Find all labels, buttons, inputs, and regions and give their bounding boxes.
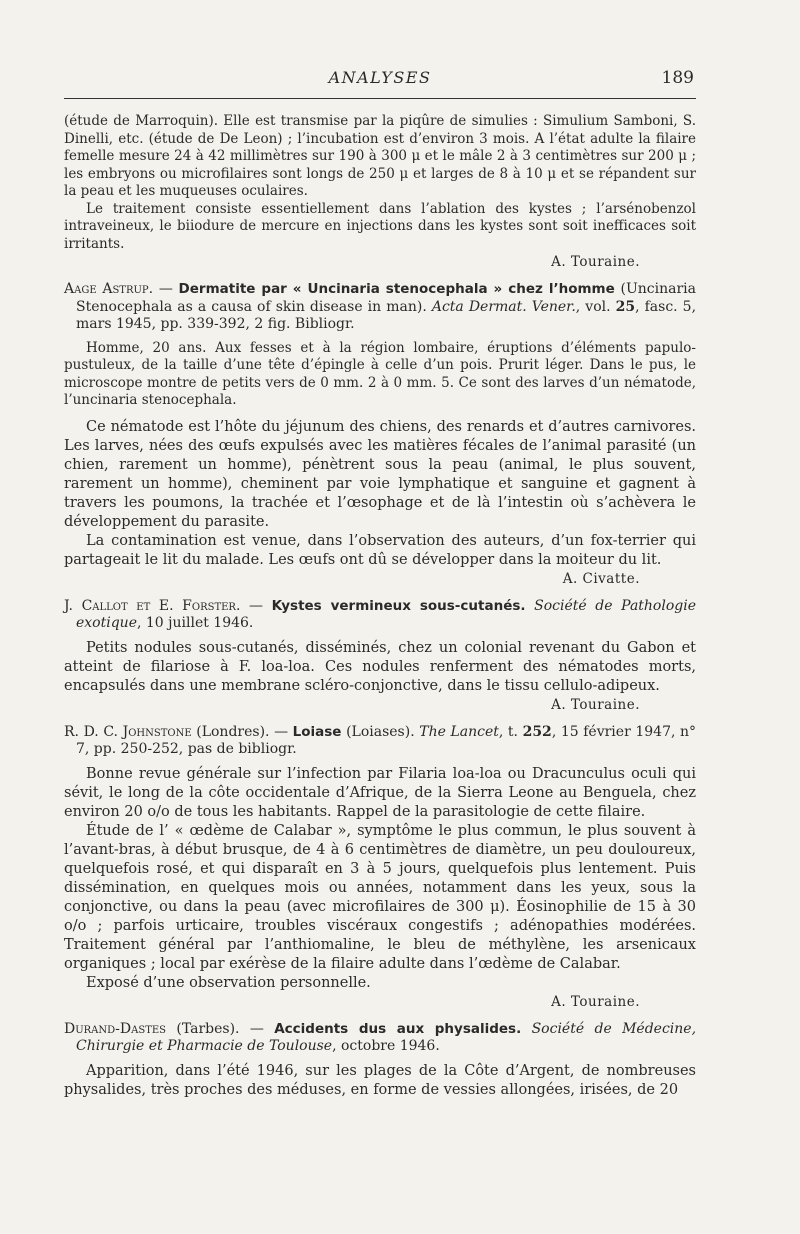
reference-text: , vol.: [575, 298, 616, 315]
signature: A. Touraine.: [551, 993, 640, 1010]
paragraph: La contamination est venue, dans l’observation des auteurs, d’un fox-terrier qui partageait le lit du malade. Les œufs ont dû se développer dans la moiteur du lit.: [64, 532, 696, 568]
journal: Acta Dermat. Vener.: [431, 298, 576, 315]
reference-text: , t.: [498, 723, 523, 740]
article-astrup: [64, 281, 696, 588]
article-callot: [64, 598, 696, 714]
page-content: [64, 113, 696, 1100]
page-number: 189: [661, 68, 694, 88]
reference-text: , 15 février 1947, n° 7, pp. 250-252, pas de bibliogr.: [76, 723, 697, 757]
title-translation: (Uncinaria Stenocephala as a causa of skin disease in man).: [76, 281, 696, 315]
signature: A. Touraine.: [551, 696, 640, 713]
paragraph: Le traitement consiste essentiellement dans l’ablation des kystes ; l’arsénobenzol intraveineux, le biiodure de mercure en injections dans les kystes sont soit inefficaces soit irritants.: [64, 200, 696, 252]
page-header: [64, 68, 696, 92]
title-translation: (Loiases).: [346, 723, 415, 740]
article-heading: Aage Astrup. — Dermatite par « Uncinaria stenocephala » chez l’homme (Uncinaria Stenocephala as a causa of skin disease in man). Acta Dermat. Vener., vol. 25, fasc. 5, mars 1945, pp. 339-392, 2 fig. Bibliogr.: [64, 281, 697, 332]
reference-text: , octobre 1946.: [332, 1038, 440, 1054]
paragraph: Petits nodules sous-cutanés, disséminés, chez un colonial revenant du Gabon et atteint de filariose à F. loa-loa. Ces nodules renferment des nématodes morts, encapsulés dans une membrane scléro-conjonctive, dans le tissu cellulo-adipeux.: [64, 639, 696, 694]
article-heading: J. Callot et E. Forster. — Kystes vermineux sous-cutanés. Société de Pathologie exotique, 10 juillet 1946.: [64, 597, 696, 631]
article-heading: R. D. C. Johnstone (Londres). — Loiase (Loiases). The Lancet, t. 252, 15 février 1947, n° 7, pp. 250-252, pas de bibliogr.: [64, 723, 697, 757]
author: Durand-Dastes: [64, 1020, 167, 1037]
author: R. D. C. Johnstone: [64, 723, 192, 740]
paragraph: Étude de l’ « œdème de Calabar », symptôme le plus commun, le plus souvent à l’avant-bras, à début brusque, de 4 à 6 centimètres de diamètre, un peu douloureux, quelquefois rosé, et qui disparaît en 3 à 5 jours, quelquefois plus lentement. Puis dissémination, en quelques mois ou années, notamment dans les yeux, sous la conjonctive, ou dans la peau (avec microfilaires de 300 μ). Éosinophilie de 15 à 30 o/o ; parfois urticaire, troubles viscéraux congestifs ; adénopathies modérées. Traitement général par l’anthiomaline, le bleu de méthylène, les arsenicaux organiques ; local par exérèse de la filaire adulte dans l’œdème de Calabar.: [64, 822, 696, 972]
journal: Société de Pathologie exotique: [76, 597, 696, 631]
article-durand-dastes: [64, 1021, 696, 1100]
journal: The Lancet: [419, 723, 499, 740]
author-place: (Tarbes).: [176, 1020, 240, 1037]
journal: Société de Médecine, Chirurgie et Pharmacie de Toulouse: [76, 1020, 697, 1054]
author-place: (Londres).: [196, 723, 270, 740]
article-johnstone: [64, 724, 696, 1011]
author: J. Callot et E. Forster.: [64, 597, 241, 614]
signature: A. Civatte.: [562, 570, 640, 587]
running-title: ANALYSES: [328, 68, 432, 87]
case-summary: Homme, 20 ans. Aux fesses et à la région lombaire, éruptions d’éléments papulo-pustuleux, de la taille d’une tête d’épingle à celle d’un pois. Prurit léger. Dans le pus, le microscope montre de petits vers de 0 mm. 2 à 0 mm. 5. Ce sont des larves d’un nématode, l’uncinaria stenocephala.: [64, 339, 696, 408]
volume: 25: [615, 298, 636, 315]
paragraph: (étude de Marroquin). Elle est transmise par la piqûre de simulies : Simulium Samboni, S. Dinelli, etc. (étude de De Leon) ; l’incubation est d’environ 3 mois. A l’état adulte la filaire femelle mesure 24 à 42 millimètres sur 190 à 300 μ et le mâle 2 à 3 centimètres sur 200 μ ; les embryons ou microfilaires sont longs de 250 μ et larges de 8 à 10 μ et se répandent sur la peau et les muqueuses oculaires.: [64, 113, 696, 199]
paragraph: Apparition, dans l’été 1946, sur les plages de la Côte d’Argent, de nombreuses physalides, très proches des méduses, en forme de vessies allongées, irisées, de 20: [64, 1062, 696, 1098]
article-heading: Durand-Dastes (Tarbes). — Accidents dus aux physalides. Société de Médecine, Chirurgie et Pharmacie de Toulouse, octobre 1946.: [64, 1020, 697, 1054]
article-continuation: [64, 113, 696, 271]
signature: A. Touraine.: [551, 254, 640, 270]
article-title: Kystes vermineux sous-cutanés.: [271, 597, 526, 614]
article-title: Dermatite par « Uncinaria stenocephala » chez l’homme: [178, 281, 615, 297]
header-rule: [64, 98, 696, 99]
reference-text: , 10 juillet 1946.: [136, 615, 254, 631]
paragraph: Ce nématode est l’hôte du jéjunum des chiens, des renards et d’autres carnivores. Les larves, nées des œufs expulsés avec les matières fécales de l’animal parasité (un chien, rarement un homme), pénètrent sous la peau (animal, le plus souvent, rarement un homme), cheminent par voie lymphatique et sanguine et gagnent à travers les poumons, la trachée et l’œsophage et de là l’intestin où s’achèvera le développement du parasite.: [64, 418, 696, 530]
article-title: Loiase: [292, 723, 342, 740]
author: Aage Astrup.: [64, 281, 154, 297]
article-title: Accidents dus aux physalides.: [274, 1020, 522, 1037]
paragraph: Exposé d’une observation personnelle.: [86, 974, 371, 991]
reference-text: , fasc. 5, mars 1945, pp. 339-392, 2 fig. Bibliogr.: [76, 298, 697, 332]
volume: 252: [522, 723, 552, 740]
paragraph: Bonne revue générale sur l’infection par Filaria loa-loa ou Dracunculus oculi qui sévit, le long de la côte occidentale d’Afrique, de la Sierra Leone au Benguela, chez environ 20 o/o de tous les habitants. Rappel de la parasitologie de cette filaire.: [64, 765, 696, 820]
